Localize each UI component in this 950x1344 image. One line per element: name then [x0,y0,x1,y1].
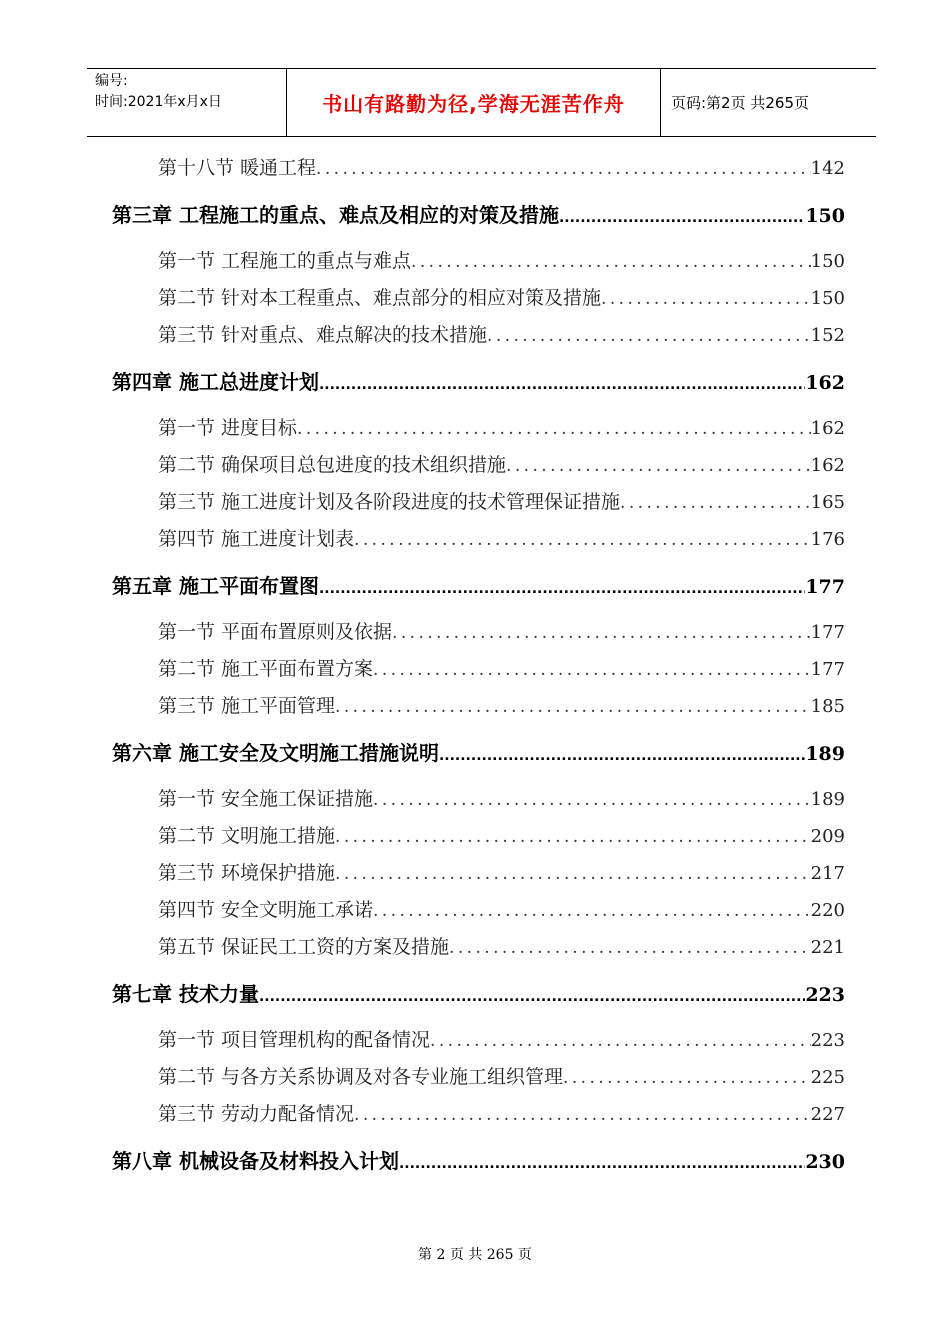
toc-entry-title: 第一节 进度目标 [158,417,298,439]
toc-section-row[interactable] [112,521,845,558]
toc-entry-page: 165 [810,492,845,513]
toc-entry-page: 177 [810,622,845,643]
toc-entry-page: 162 [810,455,845,476]
toc-section-row[interactable] [112,892,845,929]
toc-section-row[interactable] [112,1022,845,1059]
toc-chapter-row[interactable] [112,1147,845,1175]
toc-chapter-row[interactable] [112,980,845,1008]
toc-leader-dots [335,689,811,725]
toc-entry-page: 150 [810,251,845,272]
toc-leader-dots [563,1060,811,1096]
toc-leader-dots [354,1097,811,1133]
toc-leader-dots [335,819,811,855]
toc-section-row[interactable] [112,818,845,855]
toc-leader-dots [316,151,811,187]
page-footer: 第 2 页 共 265 页 [418,1247,532,1263]
toc-entry-page: 225 [810,1067,845,1088]
toc-section-row[interactable] [112,280,845,317]
toc-entry-page: 189 [810,789,845,810]
toc-chapter-row[interactable] [112,201,845,229]
toc-section-row[interactable] [112,1096,845,1133]
toc-entry-title: 第二节 与各方关系协调及对各专业施工组织管理 [158,1066,564,1088]
toc-leader-dots [430,1023,811,1059]
toc-entry-page: 223 [805,984,845,1006]
toc-section-row[interactable] [112,688,845,725]
toc-entry-title: 第五章 施工平面布置图 [112,574,319,598]
toc-leader-dots [601,281,811,317]
toc-entry-page: 176 [810,529,845,550]
toc-entry-title: 第二节 确保项目总包进度的技术组织措施 [158,454,507,476]
toc-leader-dots [373,893,811,929]
toc-section-row[interactable] [112,1059,845,1096]
table-of-contents [112,150,845,1189]
toc-leader-dots [297,411,811,447]
toc-section-row[interactable] [112,484,845,521]
toc-entry-page: 177 [810,659,845,680]
toc-entry-title: 第五节 保证民工工资的方案及措施 [158,936,450,958]
toc-section-row[interactable] [112,243,845,280]
toc-entry-page: 230 [805,1151,845,1173]
toc-chapter-row[interactable] [112,739,845,767]
toc-entry-title: 第四节 安全文明施工承诺 [158,899,374,921]
toc-entry-title: 第三节 劳动力配备情况 [158,1103,355,1125]
toc-entry-title: 第一节 安全施工保证措施 [158,788,374,810]
toc-entry-title: 第六章 施工安全及文明施工措施说明 [112,741,439,765]
toc-section-row[interactable] [112,781,845,818]
toc-leader-dots [449,930,811,966]
toc-entry-page: 223 [810,1030,845,1051]
toc-entry-title: 第二节 针对本工程重点、难点部分的相应对策及措施 [158,287,602,309]
toc-leader-dots [411,244,811,280]
header-meta [87,69,287,136]
toc-entry-title: 第三节 环境保护措施 [158,862,336,884]
toc-entry-page: 142 [810,158,845,179]
toc-entry-page: 162 [810,418,845,439]
header-page-info: 页码:第2页 共265页 [671,94,809,112]
toc-section-row[interactable] [112,651,845,688]
toc-section-row[interactable] [112,614,845,651]
toc-entry-title: 第一节 项目管理机构的配备情况 [158,1029,431,1051]
toc-entry-title: 第一节 工程施工的重点与难点 [158,250,412,272]
page-header [87,68,876,137]
toc-entry-page: 162 [805,372,845,394]
toc-section-row[interactable] [112,150,845,187]
toc-entry-title: 第二节 文明施工措施 [158,825,336,847]
toc-entry-page: 189 [805,743,845,765]
toc-entry-title: 第七章 技术力量 [112,982,259,1006]
toc-entry-page: 220 [810,900,845,921]
toc-section-row[interactable] [112,929,845,966]
toc-entry-title: 第三章 工程施工的重点、难点及相应的对策及措施 [112,203,559,227]
toc-entry-page: 227 [810,1104,845,1125]
toc-leader-dots [559,204,805,229]
header-date: 时间:2021年x月x日 [95,94,222,110]
header-number: 编号: [95,73,128,89]
toc-chapter-row[interactable] [112,572,845,600]
toc-entry-title: 第四章 施工总进度计划 [112,370,319,394]
toc-entry-page: 152 [810,325,845,346]
toc-entry-title: 第八章 机械设备及材料投入计划 [112,1149,399,1173]
toc-chapter-row[interactable] [112,368,845,396]
toc-leader-dots [319,575,805,600]
toc-leader-dots [335,856,811,892]
toc-entry-page: 150 [810,288,845,309]
toc-entry-page: 177 [805,576,845,598]
toc-leader-dots [319,371,805,396]
toc-entry-title: 第三节 施工平面管理 [158,695,336,717]
toc-leader-dots [439,742,805,767]
toc-entry-title: 第三节 施工进度计划及各阶段进度的技术管理保证措施 [158,491,621,513]
toc-entry-title: 第三节 针对重点、难点解决的技术措施 [158,324,488,346]
toc-entry-title: 第二节 施工平面布置方案 [158,658,374,680]
toc-leader-dots [373,652,811,688]
toc-section-row[interactable] [112,855,845,892]
toc-leader-dots [373,782,811,818]
header-motto: 书山有路勤为径,学海无涯苦作舟 [322,92,625,116]
toc-entry-page: 185 [810,696,845,717]
toc-entry-page: 150 [805,205,845,227]
toc-section-row[interactable] [112,317,845,354]
toc-leader-dots [487,318,811,354]
header-motto-cell [287,69,661,136]
toc-leader-dots [399,1150,805,1175]
toc-entry-title: 第一节 平面布置原则及依据 [158,621,393,643]
toc-entry-title: 第四节 施工进度计划表 [158,528,355,550]
toc-entry-page: 209 [810,826,845,847]
toc-section-row[interactable] [112,447,845,484]
toc-leader-dots [259,983,805,1008]
toc-leader-dots [354,522,811,558]
toc-leader-dots [620,485,811,521]
toc-entry-title: 第十八节 暖通工程 [158,157,317,179]
toc-entry-page: 221 [810,937,845,958]
toc-entry-page: 217 [810,863,845,884]
toc-leader-dots [392,615,811,651]
toc-leader-dots [506,448,811,484]
toc-section-row[interactable] [112,410,845,447]
